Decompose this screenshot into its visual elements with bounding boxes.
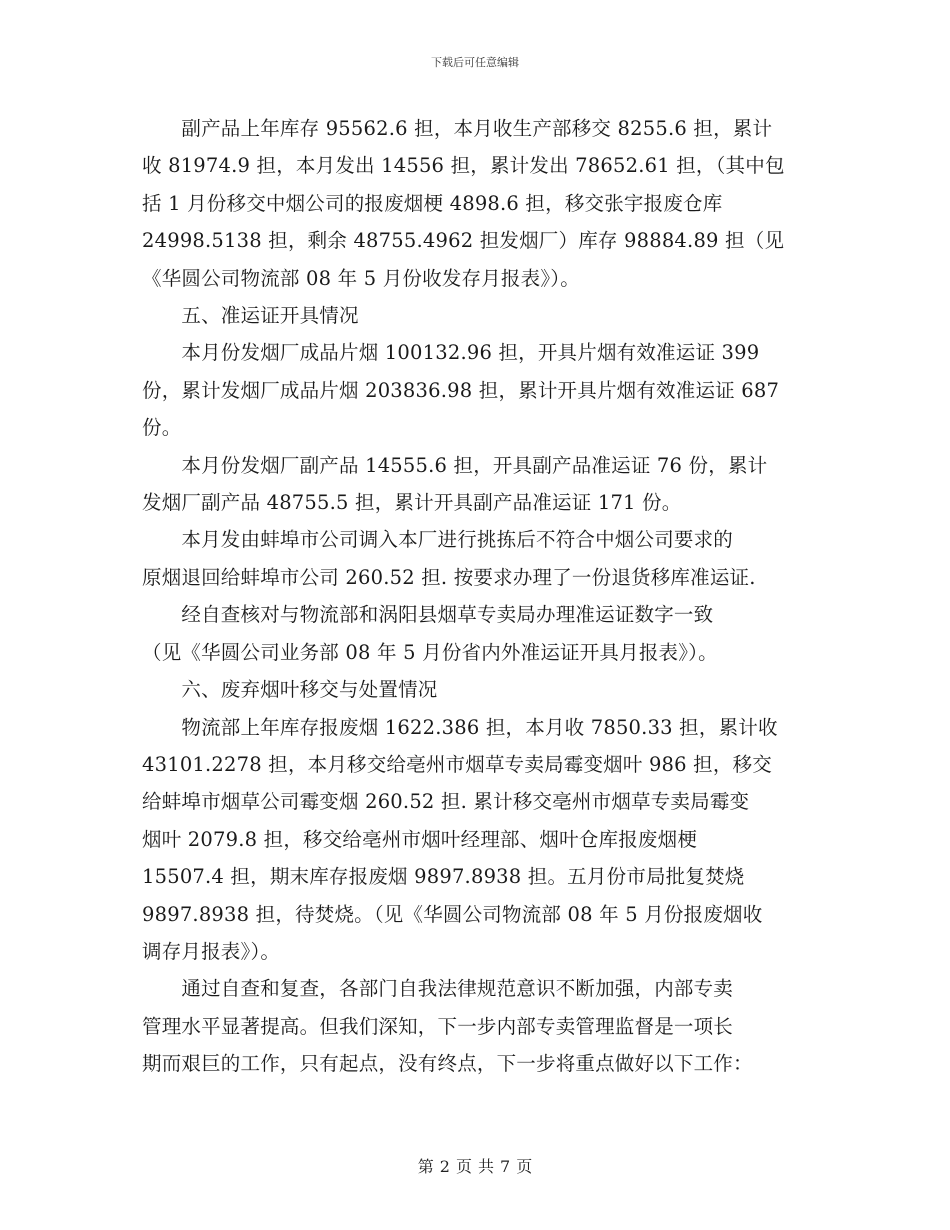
footer-suffix: 页 bbox=[516, 1157, 533, 1176]
text-line: 9897.8938 担，待焚烧。（见《华圆公司物流部 08 年 5 月份报废烟收 bbox=[142, 902, 763, 926]
document-body bbox=[142, 110, 808, 1083]
section-heading: 六、废弃烟叶移交与处置情况 bbox=[142, 678, 438, 702]
text-line: 期而艰巨的工作，只有起点，没有终点，下一步将重点做好以下工作： bbox=[142, 1052, 753, 1076]
text-line: 物流部上年库存报废烟 1622.386 担，本月收 7850.33 担，累计收 bbox=[142, 715, 778, 739]
text-line: 份。 bbox=[142, 416, 182, 440]
text-line: （见《华圆公司业务部 08 年 5 月份省内外准运证开具月报表》）。 bbox=[142, 640, 718, 664]
text-line: 原烟退回给蚌埠市公司 260.52 担. 按要求办理了一份退货移库准运证. bbox=[142, 565, 756, 589]
text-line: 烟叶 2079.8 担，移交给亳州市烟叶经理部、烟叶仓库报废烟梗 bbox=[142, 827, 698, 851]
text-line: 经自查核对与物流部和涡阳县烟草专卖局办理准运证数字一致 bbox=[142, 603, 714, 627]
text-line: 调存月报表》）。 bbox=[142, 939, 281, 963]
text-line: 份，累计发烟厂成品片烟 203836.98 担，累计开具片烟有效准运证 687 bbox=[142, 378, 780, 402]
text-line: 发烟厂副产品 48755.5 担，累计开具副产品准运证 171 份。 bbox=[142, 491, 682, 515]
text-line: 15507.4 担，期末库存报废烟 9897.8938 担。五月份市局批复焚烧 bbox=[142, 865, 745, 889]
footer-prefix: 第 bbox=[417, 1157, 434, 1176]
text-line: 本月发由蚌埠市公司调入本厂进行挑拣后不符合中烟公司要求的 bbox=[142, 528, 734, 552]
text-line: 本月份发烟厂成品片烟 100132.96 担，开具片烟有效准运证 399 bbox=[142, 341, 760, 365]
text-line: 本月份发烟厂副产品 14555.6 担，开具副产品准运证 76 份，累计 bbox=[142, 453, 768, 477]
text-line: 管理水平显著提高。但我们深知，下一步内部专卖管理监督是一项长 bbox=[142, 1014, 734, 1038]
page-total: 7 bbox=[500, 1157, 511, 1176]
footer-mid: 页 bbox=[455, 1157, 472, 1176]
page-header: 下载后可任意编辑 bbox=[431, 56, 519, 69]
section-heading: 五、准运证开具情况 bbox=[142, 304, 359, 328]
text-line: 43101.2278 担，本月移交给亳州市烟草专卖局霉变烟叶 986 担，移交 bbox=[142, 752, 772, 776]
text-line: 收 81974.9 担，本月发出 14556 担，累计发出 78652.61 担，（其中包 bbox=[142, 154, 785, 178]
page-footer bbox=[0, 1154, 950, 1177]
footer-total-word: 共 bbox=[478, 1157, 495, 1176]
text-line: 通过自查和复查，各部门自我法律规范意识不断加强，内部专卖 bbox=[142, 977, 734, 1001]
text-line: 括 1 月份移交中烟公司的报废烟梗 4898.6 担，移交张宇报废仓库 bbox=[142, 191, 723, 215]
page-number: 2 bbox=[439, 1157, 450, 1176]
text-line: 给蚌埠市烟草公司霉变烟 260.52 担. 累计移交亳州市烟草专卖局霉变 bbox=[142, 790, 750, 814]
text-line: 《华圆公司物流部 08 年 5 月份收发存月报表》）。 bbox=[142, 266, 580, 290]
text-line: 24998.5138 担，剩余 48755.4962 担发烟厂）库存 98884.89 担（见 bbox=[142, 229, 785, 253]
text-line: 副产品上年库存 95562.6 担，本月收生产部移交 8255.6 担，累计 bbox=[142, 117, 773, 140]
